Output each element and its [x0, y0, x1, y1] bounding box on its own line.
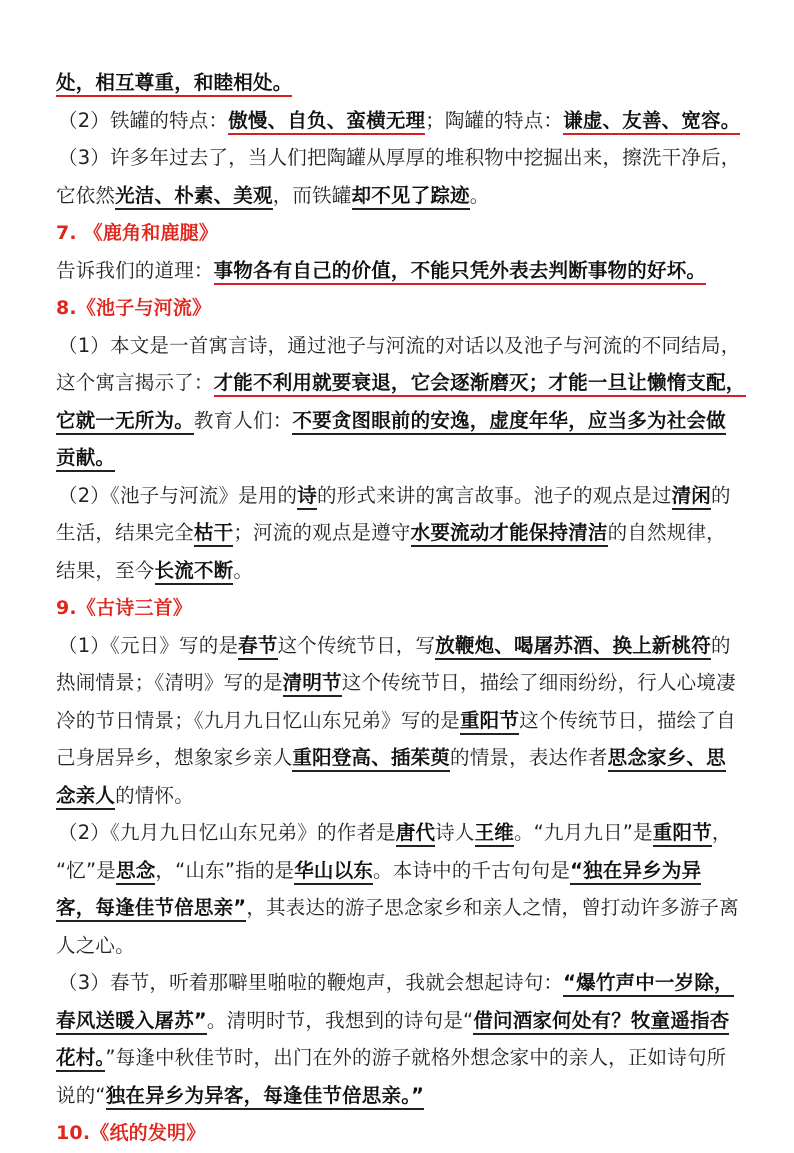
- section-heading: 10.《纸的发明》: [56, 1122, 206, 1144]
- text-line: [56, 327, 756, 365]
- text-run: ，而铁罐: [272, 183, 352, 207]
- text-line: [56, 289, 756, 327]
- text-run: 的: [710, 483, 731, 507]
- key-answer: 客，每逢佳节倍思亲”: [56, 896, 246, 922]
- key-answer: “爆竹声中一岁除，: [563, 971, 734, 997]
- text-line: [56, 252, 756, 290]
- key-answer: 傲慢、自负、蛮横无理: [228, 109, 425, 135]
- key-answer: 春风送暖入屠苏”: [56, 1009, 207, 1035]
- section-heading: 9.《古诗三首》: [56, 597, 193, 619]
- key-answer: 清明节: [283, 671, 342, 697]
- key-answer: 思念家乡、思: [608, 746, 726, 772]
- text-run: ；河流的观点是遵守: [233, 521, 411, 544]
- text-run: 诗人: [435, 821, 475, 844]
- text-run: （3）春节，听着那噼里啪啦的鞭炮声，我就会想起诗句：: [58, 971, 564, 994]
- key-answer: 水要流动才能保持清洁: [411, 521, 608, 547]
- document-page: [56, 64, 756, 1152]
- text-run: 的情怀。: [115, 783, 194, 807]
- text-run: ，“山东”指的是: [155, 858, 295, 882]
- text-run: 的: [711, 633, 731, 657]
- key-answer: 不要贪图眼前的安逸，虚度年华，应当多为社会做: [292, 409, 725, 435]
- text-line: [56, 177, 756, 215]
- section-heading: 8.《池子与河流》: [56, 297, 212, 319]
- text-run: 这个传统节日，描绘了细雨纷纷，行人心境凄: [341, 671, 736, 694]
- key-answer: 却不见了踪迹: [352, 184, 470, 210]
- key-answer: 思念: [116, 859, 155, 885]
- text-run: 冷的节日情景；《九月九日忆山东兄弟》写的是: [56, 708, 460, 732]
- key-answer: “独在异乡为异: [570, 859, 701, 885]
- text-run: 的形式来讲的寓言故事。池子的观点是过: [316, 483, 672, 507]
- text-run: 这个寓言揭示了：: [56, 371, 214, 394]
- key-answer: 才能不利用就要衰退，它会逐渐磨灭；才能一旦让懒惰支配，: [214, 371, 746, 397]
- key-answer: 诗: [297, 484, 317, 510]
- key-answer: 谦虚、友善、宽容。: [563, 109, 740, 135]
- text-run: 己身居异乡，想象家乡亲人: [56, 746, 293, 769]
- text-line: [56, 402, 756, 440]
- key-answer: 借问酒家何处有？牧童遥指杏: [473, 1009, 729, 1035]
- text-line: [56, 777, 756, 815]
- text-run: ，: [711, 821, 732, 844]
- text-run: 的情景，表达作者: [450, 746, 608, 769]
- text-run: 这个传统节日，描绘了自: [519, 708, 736, 732]
- text-line: [56, 514, 756, 552]
- text-line: [56, 552, 756, 590]
- text-line: [56, 477, 756, 515]
- key-answer: 放鞭炮、喝屠苏酒、换上新桃符: [435, 634, 711, 660]
- text-line: [56, 102, 756, 140]
- key-answer: 处，相互尊重，和睦相处。: [56, 71, 292, 97]
- text-run: ；陶罐的特点：: [425, 108, 564, 132]
- text-run: 。“九月九日”是: [513, 821, 653, 844]
- text-run: 告诉我们的道理：: [56, 258, 214, 282]
- text-line: [56, 1002, 756, 1040]
- text-run: （2）《九月九日忆山东兄弟》的作者是: [58, 821, 396, 844]
- text-line: [56, 814, 756, 852]
- text-run: 教育人们：: [193, 408, 293, 432]
- key-answer: 长流不断: [155, 559, 234, 585]
- key-answer: 清闲: [672, 484, 711, 510]
- section-heading: 7. 《鹿角和鹿腿》: [56, 222, 219, 244]
- key-answer: 唐代: [396, 821, 435, 847]
- text-run: （2）铁罐的特点：: [58, 108, 229, 132]
- key-answer: 念亲人: [56, 784, 115, 810]
- text-run: 。本诗中的千古句句是: [373, 858, 571, 882]
- text-run: （3）许多年过去了，当人们把陶罐从厚厚的堆积物中挖掘出来，擦洗干净后，: [58, 146, 741, 169]
- text-line: [56, 927, 756, 965]
- text-line: [56, 214, 756, 252]
- text-run: ”每逢中秋佳节时，出门在外的游子就格外想念家中的亲人，正如诗句所: [105, 1046, 727, 1069]
- text-line: [56, 627, 756, 665]
- text-run: 人之心。: [56, 933, 135, 957]
- key-answer: 春节: [238, 634, 277, 660]
- text-run: 。清明时节，我想到的诗句是“: [206, 1008, 474, 1032]
- text-run: （2）《池子与河流》是用的: [58, 483, 298, 507]
- text-run: “忆”是: [56, 858, 117, 882]
- text-line: [56, 364, 756, 402]
- text-line: [56, 589, 756, 627]
- key-answer: 贡献。: [56, 446, 115, 472]
- text-run: 这个传统节日，写: [277, 633, 436, 657]
- key-answer: 光洁、朴素、美观: [115, 184, 273, 210]
- key-answer: 重阳登高、插茱萸: [292, 746, 450, 772]
- text-line: [56, 889, 756, 927]
- key-answer: 它就一无所为。: [56, 409, 194, 435]
- text-run: 。: [233, 558, 254, 582]
- key-answer: 华山以东: [294, 859, 373, 885]
- text-run: 说的“: [56, 1083, 106, 1107]
- text-line: [56, 739, 756, 777]
- text-run: 热闹情景；《清明》写的是: [56, 671, 283, 694]
- key-answer: 事物各有自己的价值，不能只凭外表去判断事物的好坏。: [214, 259, 707, 285]
- text-run: （1）本文是一首寓言诗，通过池子与河流的对话以及池子与河流的不同结局，: [58, 333, 741, 357]
- text-line: [56, 702, 756, 740]
- text-run: 的自然规律，: [607, 521, 726, 544]
- key-answer: 独在异乡为异客，每逢佳节倍思亲。”: [106, 1084, 424, 1110]
- text-run: ，其表达的游子思念家乡和亲人之情，曾打动许多游子离: [246, 896, 739, 919]
- text-line: [56, 1039, 756, 1077]
- text-run: 它依然: [56, 183, 116, 207]
- text-line: [56, 1114, 756, 1152]
- text-run: 结果，至今: [56, 558, 155, 582]
- key-answer: 重阳节: [460, 709, 519, 735]
- key-answer: 枯干: [194, 521, 233, 547]
- text-line: [56, 664, 756, 702]
- text-run: 生活，结果完全: [56, 521, 194, 544]
- text-line: [56, 439, 756, 477]
- key-answer: 重阳节: [653, 821, 712, 847]
- key-answer: 花村。: [56, 1046, 105, 1072]
- text-line: [56, 64, 756, 102]
- text-line: [56, 139, 756, 177]
- text-run: 。: [469, 183, 490, 207]
- text-run: （1）《元日》写的是: [58, 633, 239, 657]
- key-answer: 王维: [475, 821, 514, 847]
- text-line: [56, 964, 756, 1002]
- text-line: [56, 852, 756, 890]
- text-line: [56, 1077, 756, 1115]
